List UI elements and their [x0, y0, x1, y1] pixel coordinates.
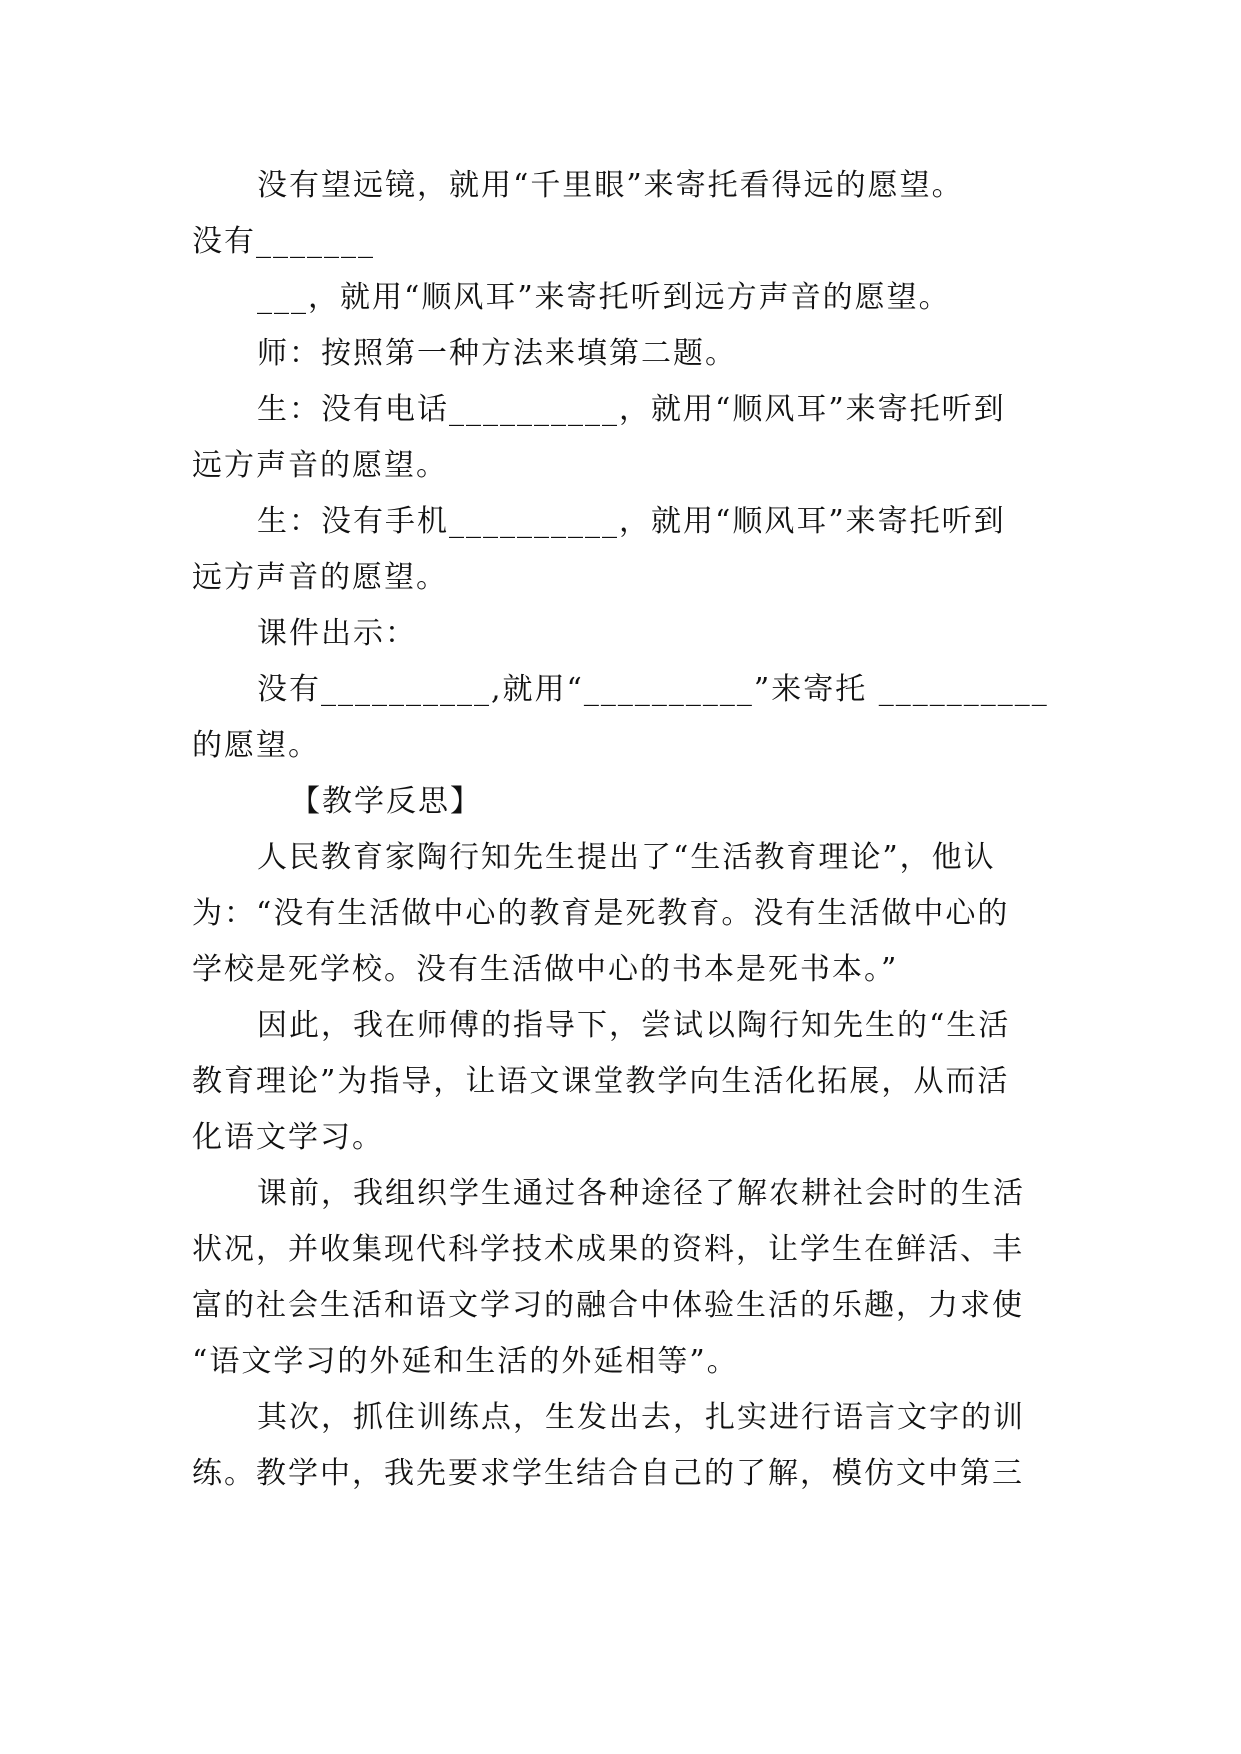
- paragraph-line: 学校是死学校。没有生活做中心的书本是死书本。”: [192, 952, 899, 987]
- paragraph-line: 练。教学中，我先要求学生结合自己的了解，模仿文中第三: [192, 1456, 1024, 1491]
- paragraph-line: 没有__________,就用“__________”来寄托 __________: [257, 672, 1049, 707]
- paragraph-line: 为：“没有生活做中心的教育是死教育。没有生活做中心的: [192, 896, 1010, 931]
- paragraph-line: 富的社会生活和语文学习的融合中体验生活的乐趣，力求使: [192, 1288, 1024, 1323]
- paragraph-line: 因此，我在师傅的指导下，尝试以陶行知先生的“生活: [257, 1008, 1011, 1043]
- paragraph-line: 没有望远镜，就用“千里眼”来寄托看得远的愿望。: [257, 168, 964, 203]
- paragraph-line: 状况，并收集现代科学技术成果的资料，让学生在鲜活、丰: [192, 1232, 1024, 1267]
- paragraph-line: 课件出示：: [257, 616, 417, 651]
- paragraph-line: 教育理论”为指导，让语文课堂教学向生活化拓展，从而活: [192, 1064, 1010, 1099]
- paragraph-line: 师：按照第一种方法来填第二题。: [257, 336, 737, 371]
- paragraph-line: ___，就用“顺风耳”来寄托听到远方声音的愿望。: [257, 280, 951, 315]
- paragraph-line: 人民教育家陶行知先生提出了“生活教育理论”，他认: [257, 840, 996, 875]
- section-heading: 【教学反思】: [290, 784, 482, 819]
- paragraph-line: 课前，我组织学生通过各种途径了解农耕社会时的生活: [257, 1176, 1025, 1211]
- paragraph-line: 化语文学习。: [192, 1120, 384, 1155]
- paragraph-line: 生：没有电话__________，就用“顺风耳”来寄托听到: [257, 392, 1006, 427]
- paragraph-line: 没有_______: [192, 224, 375, 259]
- paragraph-line: 生：没有手机__________，就用“顺风耳”来寄托听到: [257, 504, 1006, 539]
- paragraph-line: 其次，抓住训练点，生发出去，扎实进行语言文字的训: [257, 1400, 1025, 1435]
- paragraph-line: 远方声音的愿望。: [192, 560, 448, 595]
- paragraph-line: 远方声音的愿望。: [192, 448, 448, 483]
- paragraph-line: “语文学习的外延和生活的外延相等”。: [192, 1344, 739, 1379]
- paragraph-line: 的愿望。: [192, 728, 320, 763]
